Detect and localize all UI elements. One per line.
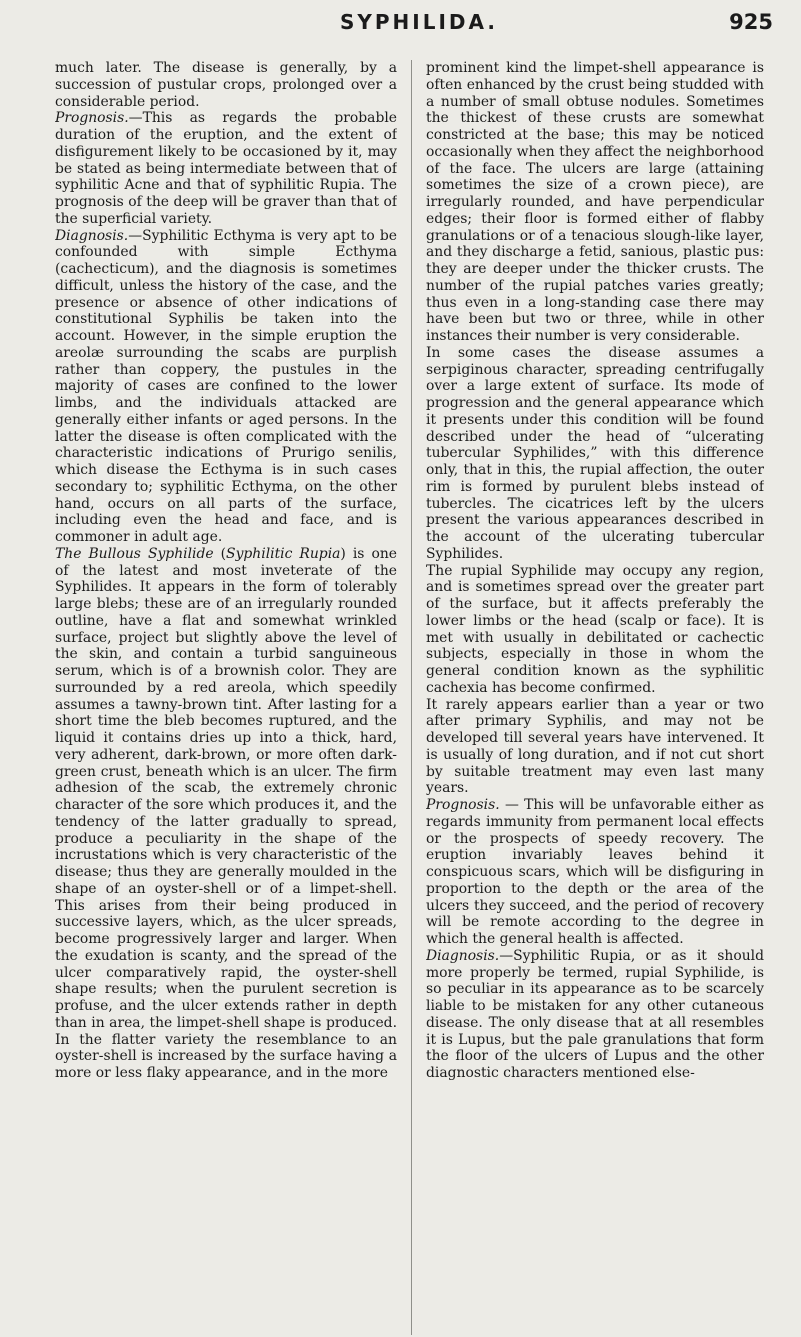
section-rubric: Diagnosis. <box>55 227 129 244</box>
paragraph: prominent kind the limpet-shell appearance is often enhanced by the crust being studded with a number of small obtuse nodules. Sometimes the thickest of these crusts are somewhat constricted at the base; this may be noticed occasionally when they affect the neighborhood of the face. The ulcers are large (attaining sometimes the size of a crown piece), are irregularly rounded, and have perpendicular edges; their floor is formed either of flabby granulations or of a tenacious slough-like layer, and they discharge a fetid, sanious, plastic pus: they are deeper under the thicker crusts. The number of the rupial patches varies greatly; thus even in a long-standing case there may have been but two or three, while in other instances their number is very considerable. <box>426 60 764 344</box>
right-column <box>426 60 764 1330</box>
paragraph-prognosis <box>55 110 397 227</box>
section-rubric: Prognosis. <box>426 797 500 813</box>
paragraph: It rarely appears earlier than a year or two after primary Syphilis, and may not be developed till several years have intervened. It is usually of long duration, and if not cut short by suitable treatment may even last many years. <box>426 696 764 797</box>
column-divider <box>411 60 412 1335</box>
paragraph-bullous-syphilide: The Bullous Syphilide (Syphilitic Rupia) is one of the latest and most inveterate of the Syphilides. It appears in the form of tolerably large blebs; these are of an irregularly rounded outline, have a flat and somewhat wrinkled surface, project but slightly above the level of the skin, and contain a turbid sanguineous serum, which is of a brownish color. They are surrounded by a red areola, which speedily assumes a tawny-brown tint. After lasting for a short time the bleb becomes ruptured, and the liquid it contains dries up into a thick, hard, very adherent, dark-brown, or more often dark-green crust, beneath which is an ulcer. The firm adhesion of the scab, the extremely chronic character of the sore which produces it, and the tendency of the latter gradually to spread, produce a peculiarity in the shape of the incrustations which is very characteristic of the disease; thus they are generally moulded in the shape of an oyster-shell or of a limpet-shell. This arises from their being produced in successive layers, which, as the ulcer spreads, become progressively larger and larger. When the exudation is scanty, and the spread of the ulcer comparatively rapid, the oyster-shell shape results; when the purulent secretion is profuse, and the ulcer extends rather in depth than in area, the limpet-shell shape is produced. In the flatter variety the resemblance to an oyster-shell is increased by the surface having a more or less flaky appearance, and in the more <box>55 545 397 1081</box>
paragraph-prognosis <box>426 797 764 948</box>
paragraph-diagnosis <box>426 948 764 1082</box>
paragraph-text: —This as regards the probable duration of the eruption, and the extent of disfigurement likely to be occasioned by it, may be stated as being intermediate between that of syphilitic Acne and that of syphilitic Rupia. The prognosis of the deep will be graver than that of the superficial variety. <box>55 110 397 227</box>
section-alt-name: Syphilitic Rupia <box>226 545 341 562</box>
paragraph-text: —Syphilitic Rupia, or as it should more properly be termed, rupial Syphilide, is so peculiar in its appearance as to be scarcely liable to be mistaken for any other cutaneous disease. The only disease that at all resembles it is Lupus, but the pale granulations that form the floor of the ulcers of Lupus and the other diagnostic characters mentioned else- <box>426 947 764 1081</box>
running-title: SYPHILIDA. <box>340 10 498 34</box>
section-rubric: Prognosis. <box>55 110 129 127</box>
paragraph: much later. The disease is generally, by a succession of pustular crops, prolonged over a considerable period. <box>55 60 397 110</box>
section-rubric: The Bullous Syphilide <box>55 545 214 562</box>
paragraph-diagnosis <box>55 228 397 546</box>
paragraph-text: — This will be unfavorable either as regards immunity from permanent local effects or the prospects of speedy recovery. The eruption invariably leaves behind it conspicuous scars, which will be disfiguring in proportion to the depth or the area of the ulcers they succeed, and the period of recovery will be remote according to the degree in which the general health is affected. <box>426 797 764 947</box>
left-column <box>55 60 397 1330</box>
section-rubric: Diagnosis. <box>426 947 500 964</box>
paragraph: In some cases the disease assumes a serpiginous character, spreading centrifugally over a large extent of surface. Its mode of progression and the general appearance which it presents under this condition will be found described under the head of “ulcerating tubercular Syphilides,” with this difference only, that in this, the rupial affection, the outer rim is formed by purulent blebs instead of tubercles. The cicatrices left by the ulcers present the various appearances described in the account of the ulcerating tubercular Syphilides. <box>426 344 764 562</box>
paragraph-text: is one of the latest and most inveterate of the Syphilides. It appears in the form of tolerably large blebs; these are of an irregularly rounded outline, have a flat and somewhat wrinkled surface, project but slightly above the level of the skin, and contain a turbid sanguineous serum, which is of a brownish color. They are surrounded by a red areola, which speedily assumes a tawny-brown tint. After lasting for a short time the bleb becomes ruptured, and the liquid it contains dries up into a thick, hard, very adherent, dark-brown, or more often dark-green crust, beneath which is an ulcer. The firm adhesion of the scab, the extremely chronic character of the sore which produces it, and the tendency of the latter gradually to spread, produce a peculiarity in the shape of the incrustations which is very characteristic of the disease; thus they are generally moulded in the shape of an oyster-shell or of a limpet-shell. This arises from their being produced in successive layers, which, as the ulcer spreads, become progressively larger and larger. When the exudation is scanty, and the spread of the ulcer comparatively rapid, the oyster-shell shape results; when the purulent secretion is profuse, and the ulcer extends rather in depth than in area, the limpet-shell shape is produced. In the flatter variety the resemblance to an oyster-shell is increased by the surface having a more or less flaky appearance, and in the more <box>55 545 397 1081</box>
page-number: 925 <box>729 10 773 34</box>
paragraph-text: —Syphilitic Ecthyma is very apt to be confounded with simple Ecthyma (cachecticum), and the diagnosis is sometimes difficult, unless the history of the case, and the presence or absence of other indications of constitutional Syphilis be taken into the account. However, in the simple eruption the areolæ surrounding the scabs are purplish rather than coppery, the pustules in the majority of cases are confined to the lower limbs, and the individuals attacked are generally either infants or aged persons. In the latter the disease is often complicated with the characteristic indications of Prurigo senilis, which disease the Ecthyma is in such cases secondary to; syphilitic Ecthyma, on the other hand, occurs on all parts of the surface, including even the head and face, and is commoner in adult age. <box>55 227 397 545</box>
paragraph: The rupial Syphilide may occupy any region, and is sometimes spread over the greater part of the surface, but it affects preferably the lower limbs or the head (scalp or face). It is met with usually in debilitated or cachectic subjects, especially in those in whom the general condition known as the syphilitic cachexia has become confirmed. <box>426 562 764 696</box>
running-head <box>0 8 801 38</box>
